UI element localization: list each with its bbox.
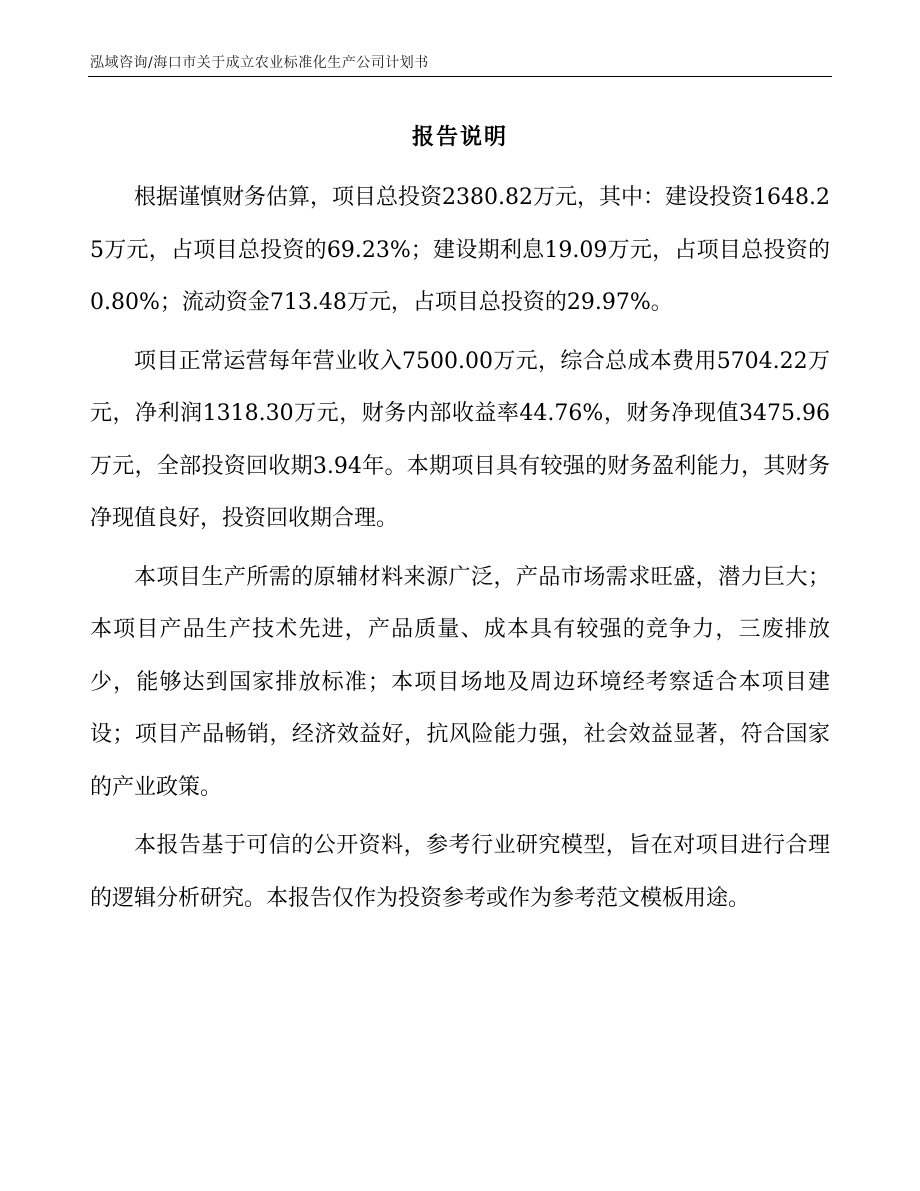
paragraph-financials: 项目正常运营每年营业收入7500.00万元，综合总成本费用5704.22万元，净利润1318.30万元，财务内部收益率44.76%，财务净现值3475.96万元，全部投资回收期3.94年。本期项目具有较强的财务盈利能力，其财务净现值良好，投资回收期合理。 bbox=[90, 348, 830, 531]
paragraph-feasibility: 本项目生产所需的原辅材料来源广泛，产品市场需求旺盛，潜力巨大；本项目产品生产技术先进，产品质量、成本具有较强的竞争力，三废排放少，能够达到国家排放标准；本项目场地及周边环境经考察适合本项目建设；项目产品畅销，经济效益好，抗风险能力强，社会效益显著，符合国家的产业政策。 bbox=[90, 564, 830, 800]
paragraph-disclaimer: 本报告基于可信的公开资料，参考行业研究模型，旨在对项目进行合理的逻辑分析研究。本报告仅作为投资参考或作为参考范文模板用途。 bbox=[90, 833, 830, 911]
page-title: 报告说明 bbox=[411, 125, 508, 150]
report-body bbox=[90, 172, 830, 931]
paragraph-investment: 根据谨慎财务估算，项目总投资2380.82万元，其中：建设投资1648.25万元，占项目总投资的69.23%；建设期利息19.09万元，占项目总投资的0.80%；流动资金713.48万元，占项目总投资的29.97%。 bbox=[90, 185, 830, 315]
header-divider bbox=[88, 76, 832, 77]
running-header: 泓域咨询/海口市关于成立农业标准化生产公司计划书 bbox=[90, 55, 429, 71]
